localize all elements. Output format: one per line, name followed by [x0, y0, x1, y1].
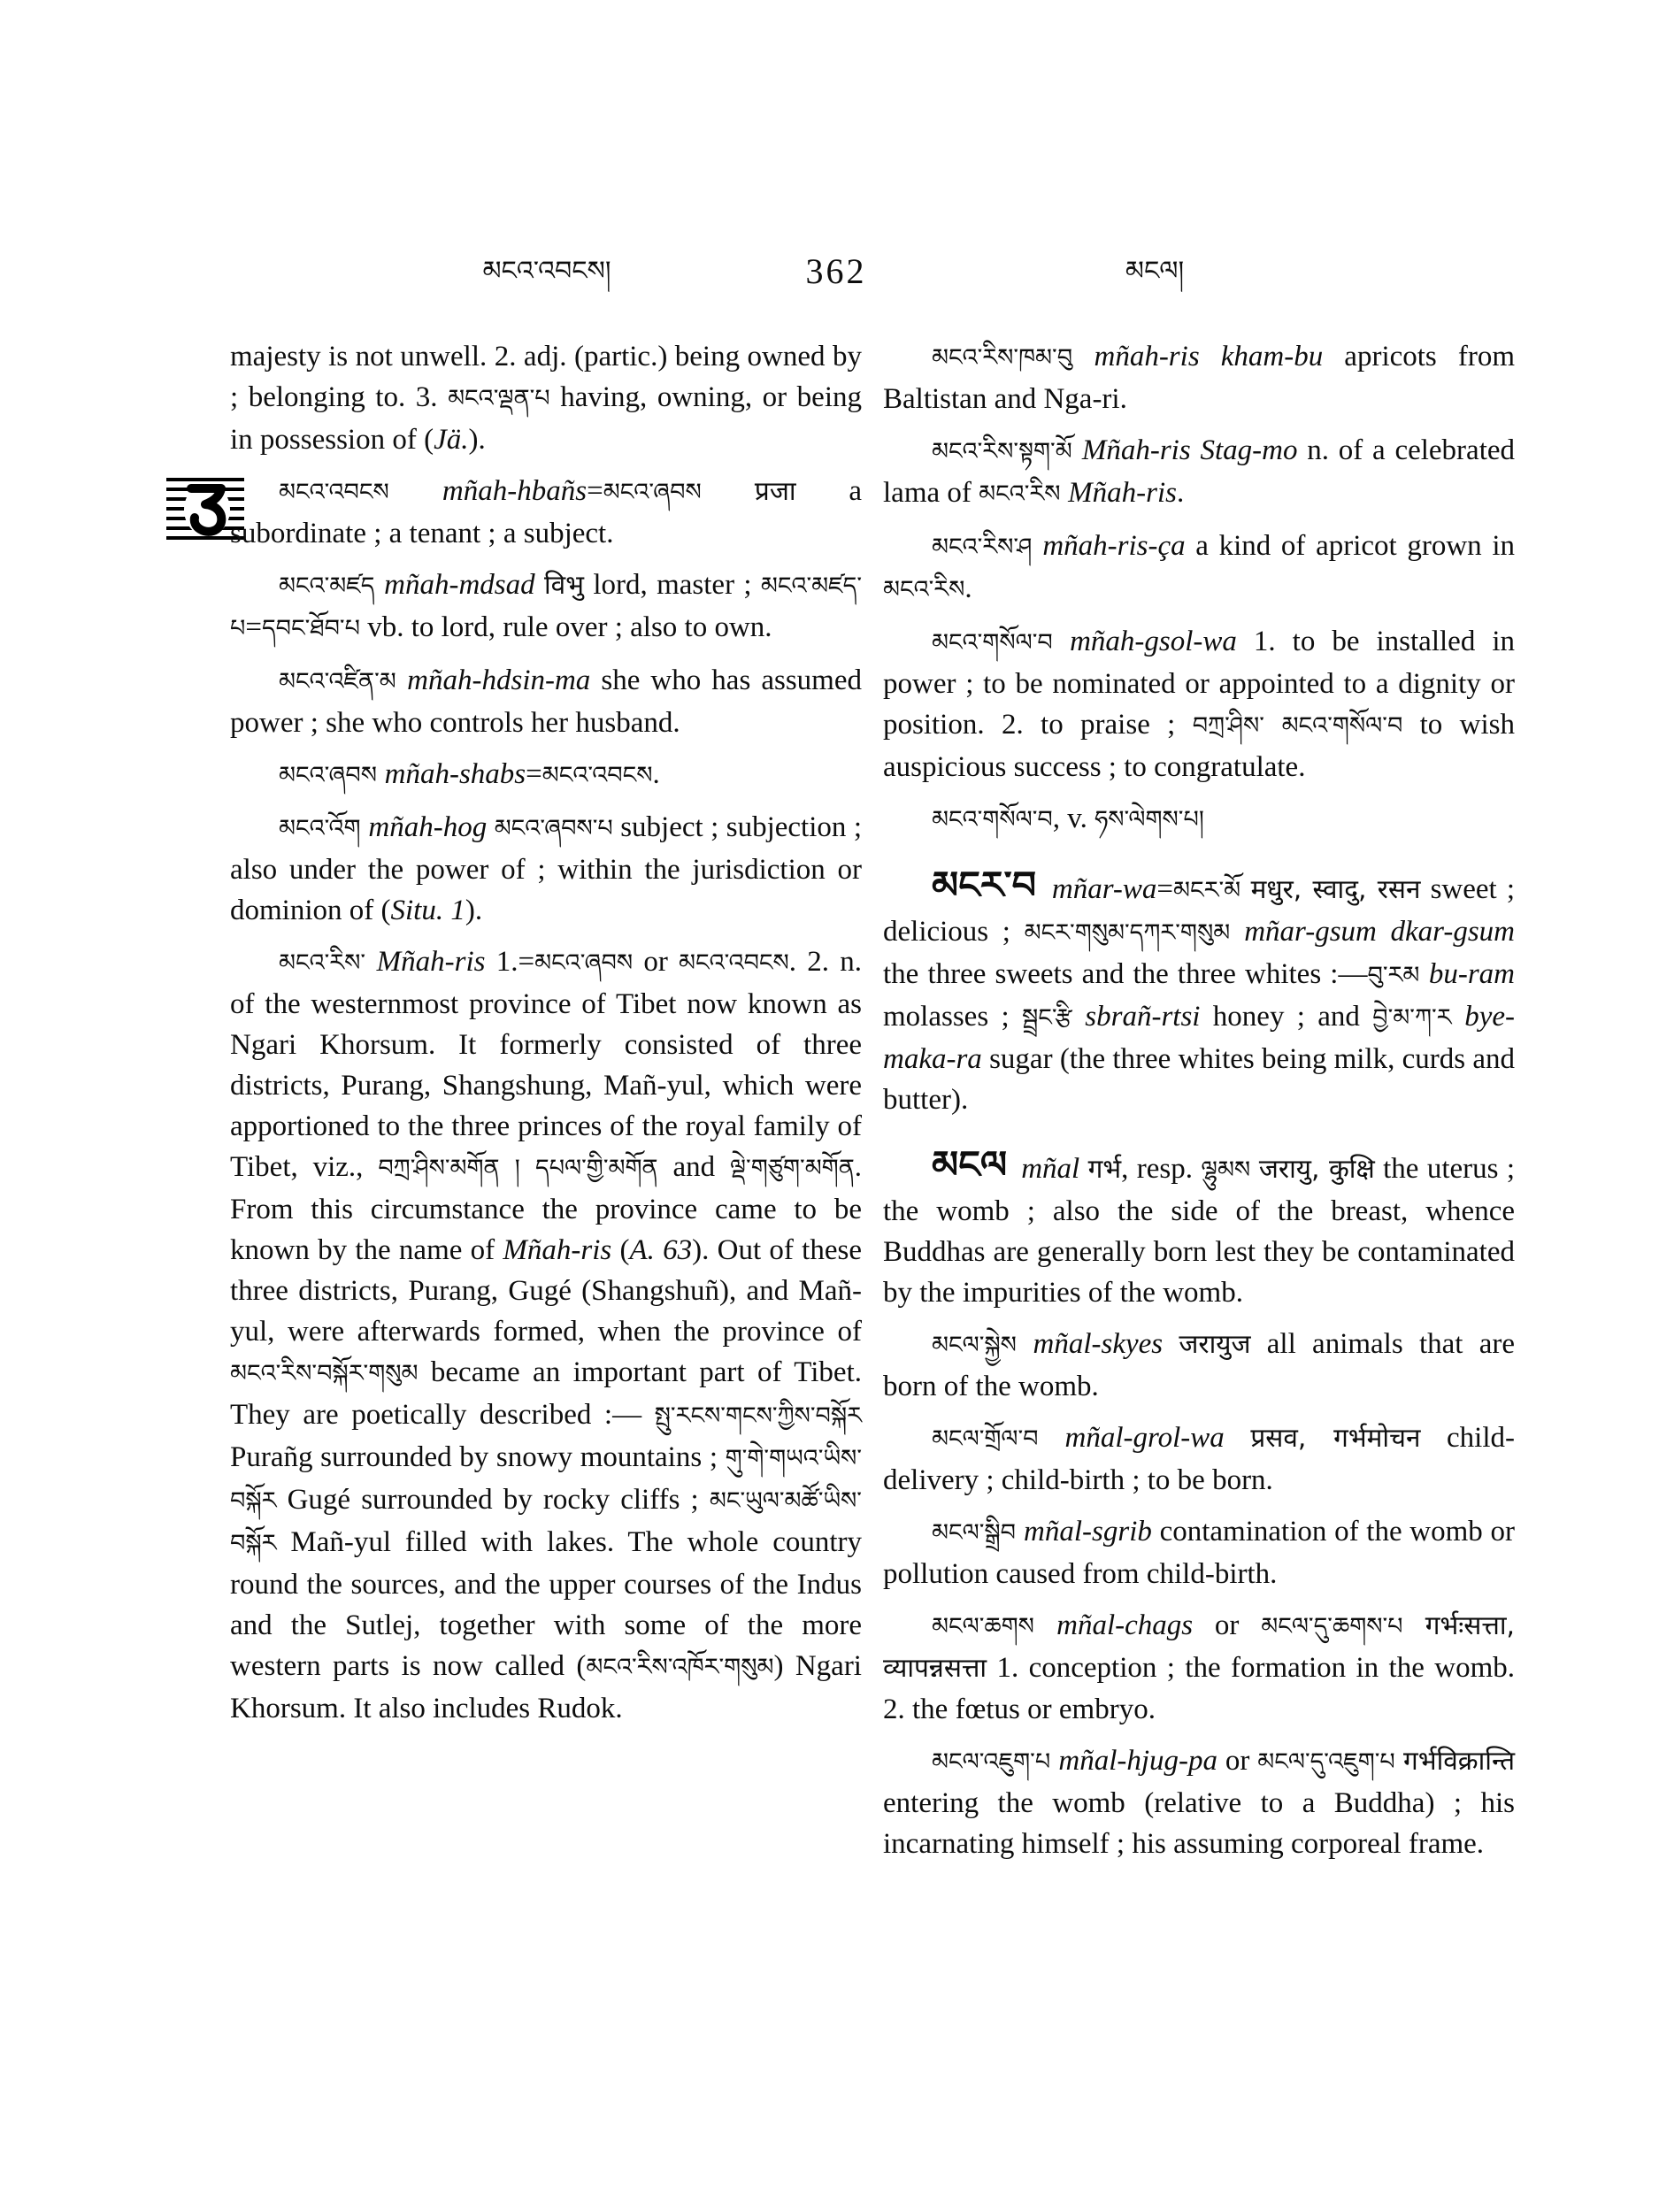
- english-text: .: [652, 758, 660, 790]
- tibetan-text: མངལ་དུ་ཆགས་པ: [1261, 1613, 1425, 1640]
- entry-paragraph: [230, 471, 862, 554]
- english-text: n. of a celebrated lama of: [883, 434, 1516, 509]
- english-text: apricots from Baltistan and Nga-ri.: [883, 341, 1515, 415]
- tibetan-text: མངའ་འབངས: [679, 949, 789, 977]
- transliteration: mñah-shabs: [384, 758, 526, 790]
- tibetan-text: ལྡེ་གཙུག་མགོན: [730, 1155, 855, 1182]
- entry-paragraph: [883, 1605, 1515, 1730]
- entry-paragraph: [883, 1145, 1515, 1313]
- entry-paragraph: [883, 798, 1515, 841]
- english-text: or: [1217, 1745, 1258, 1777]
- sanskrit-text: मधुर, स्वादु, रसन: [1250, 874, 1421, 905]
- tibetan-text: བཀྲ་ཤིས་ མངའ་གསོལ་བ: [1192, 712, 1403, 740]
- transliteration: mñar-wa: [1051, 873, 1157, 905]
- entry-paragraph: [883, 430, 1515, 515]
- transliteration: mñal-skyes: [1033, 1328, 1164, 1360]
- transliteration: Mñah-ris: [503, 1234, 612, 1266]
- english-text: majesty is not unwell. 2. adj. (partic.) being owned by ; belonging to. 3.: [230, 341, 862, 413]
- entry-paragraph: [883, 865, 1515, 1120]
- english-text: all animals that are born of the womb.: [883, 1328, 1515, 1402]
- english-text: =: [1156, 873, 1174, 905]
- tibetan-text: མངའ་གསོལ་བ: [932, 806, 1053, 833]
- english-text: [1079, 1153, 1087, 1185]
- english-text: Purañg surrounded by snowy mountains ;: [230, 1441, 726, 1473]
- tibetan-text: མངའ་ཞབས་པ: [494, 815, 613, 842]
- english-text: subject ; subjection ; also under the power of ; within the jurisdiction or dominion of (: [230, 811, 863, 926]
- tibetan-text: མངའ་རིས་: [279, 949, 377, 977]
- entry-paragraph: [230, 565, 862, 649]
- transliteration: mñal-hjug-pa: [1058, 1745, 1218, 1777]
- english-text: sugar (the three whites being milk, curds and butter).: [883, 1043, 1515, 1116]
- right-column: [883, 336, 1515, 1875]
- english-text: a subordinate ; a tenant ; a subject.: [230, 475, 863, 549]
- tibetan-text: མངལ་དུ་འཇུག་པ: [1257, 1748, 1403, 1776]
- transliteration: A. 63: [629, 1234, 693, 1266]
- english-text: . From this circumstance the province came to be known by the name of: [230, 1151, 863, 1266]
- tibetan-text: མངལ་སྐྱེས: [932, 1332, 1033, 1359]
- tibetan-text: དབང་ཐོབ་པ: [261, 615, 360, 642]
- sanskrit-text: जरायुज: [1179, 1329, 1251, 1360]
- sanskrit-text: जरायु, कुक्षि: [1258, 1154, 1375, 1185]
- english-text: having, owning, or being in possession of (: [230, 381, 862, 456]
- tibetan-text: མངའ་ཞབས: [534, 949, 634, 977]
- tibetan-text: མངའ་གསོལ་བ: [932, 629, 1071, 657]
- transliteration: mñah-ris kham-bu: [1094, 341, 1324, 373]
- transliteration: Jä.: [434, 424, 469, 456]
- tibetan-text: མངའ་འབངས: [279, 479, 442, 506]
- transliteration: mñah-hbañs: [442, 475, 588, 507]
- english-text: , v.: [1052, 803, 1095, 834]
- running-head-right: མངལ།: [1125, 256, 1185, 287]
- english-text: Mañ-yul filled with lakes. The whole country round the sources, and the upper courses of the Indus and the Sutlej, together with some of the more western parts is now called (: [230, 1526, 862, 1682]
- tibetan-text: མངལ་འཇུག་པ: [932, 1748, 1059, 1776]
- entry-paragraph: [883, 621, 1515, 787]
- tibetan-text: བུ་རམ: [1367, 962, 1429, 989]
- english-text: honey ; and: [1200, 1001, 1373, 1033]
- transliteration: bye-maka-ra: [883, 1001, 1515, 1075]
- tibetan-text: བཀྲ་ཤིས་མགོན ། དཔལ་གྱི་མགོན: [378, 1155, 658, 1182]
- english-text: ). Out of these three districts, Purang, Gugé (Shangshuñ), and Mañ-yul, were afterwards formed, when the province of: [230, 1234, 862, 1348]
- english-text: 1.=: [485, 946, 535, 978]
- english-text: [1225, 1422, 1251, 1454]
- tibetan-headword: མངར་བ: [932, 864, 1052, 908]
- page-header: [0, 252, 1659, 305]
- tibetan-text: མངལ་སྒྲིབ: [932, 1519, 1025, 1547]
- tibetan-text: མངའ་རིས་བསྐོར་གསུམ: [230, 1360, 419, 1387]
- english-text: =: [526, 758, 542, 790]
- tibetan-text: སྦྲང་རྩི: [1022, 1004, 1086, 1032]
- entry-paragraph: [883, 1324, 1515, 1407]
- entry-paragraph: [883, 1417, 1515, 1501]
- left-column: [230, 336, 862, 1875]
- transliteration: Situ. 1: [390, 895, 465, 926]
- entry-paragraph: [230, 336, 862, 460]
- english-text: to wish auspicious success ; to congratulate.: [883, 709, 1515, 783]
- transliteration: mñal-sgrib: [1024, 1516, 1152, 1548]
- sanskrit-text: गर्भ: [1087, 1154, 1122, 1185]
- entry-paragraph: [230, 660, 862, 743]
- transliteration: mñal-grol-wa: [1064, 1422, 1225, 1454]
- transliteration: Mñah-ris: [376, 946, 486, 978]
- tibetan-text: མང་ཡུལ་མཚོ་ཡིས་བསྐོར: [230, 1487, 862, 1557]
- tibetan-text: མངར་མོ: [1173, 877, 1251, 904]
- english-text: [535, 569, 544, 601]
- entry-paragraph: [230, 754, 862, 796]
- tibetan-headword: མངལ: [932, 1143, 1022, 1187]
- tibetan-text: གུ་གེ་གཡའ་ཡིས་བསྐོར: [230, 1445, 862, 1515]
- sanskrit-text: गर्भविक्रान्ति: [1402, 1746, 1516, 1777]
- english-text: . 2. n. of the westernmost province of Tibet now known as Ngari Khorsum. It formerly consisted of three districts, Purang, Shangshung, Mañ-yul, which were apportioned to the three princes of the royal family of Tibet, viz.,: [230, 946, 862, 1183]
- sanskrit-text: प्रसव, गर्भमोचन: [1250, 1423, 1421, 1454]
- english-text: contamination of the womb or pollution caused from child-birth.: [883, 1516, 1516, 1590]
- english-text: lord, master ;: [584, 569, 761, 601]
- transliteration: mñah-hog: [368, 811, 488, 843]
- tibetan-text: མངའ་ཞབས: [603, 479, 755, 506]
- sanskrit-text: प्रजा: [754, 476, 796, 507]
- transliteration: bu-ram: [1428, 958, 1515, 990]
- tibetan-text: མངའ་རིས་ཁམ་བུ: [932, 344, 1094, 372]
- english-text: or: [633, 946, 680, 978]
- english-text: ).: [465, 895, 483, 926]
- english-text: sweet ; delicious ;: [883, 873, 1515, 948]
- english-text: child-delivery ; child-birth ; to be born.: [883, 1422, 1515, 1496]
- english-text: molasses ;: [883, 1001, 1022, 1033]
- tibetan-text: མངའ་རིས་འཁོར་གསུམ: [586, 1654, 774, 1681]
- english-text: , resp.: [1121, 1153, 1202, 1185]
- english-text: =: [587, 475, 603, 507]
- page-number: 362: [805, 251, 867, 291]
- sanskrit-text: गर्भःसत्ता, व्यापन्नसत्ता: [883, 1610, 1515, 1684]
- tibetan-text: མངའ་ལྡན་པ: [448, 385, 550, 412]
- tibetan-text: མངའ་མཛད་པ: [230, 572, 863, 642]
- tibetan-text: ཧས་ལེགས་པ།: [1094, 806, 1204, 833]
- english-text: the three sweets and the three whites :—: [883, 958, 1368, 990]
- english-text: ).: [468, 424, 486, 456]
- transliteration: mñah-mdsad: [384, 569, 535, 601]
- english-text: Gugé surrounded by rocky cliffs ;: [276, 1484, 710, 1516]
- tibetan-text: མངའ་རིས: [883, 576, 965, 603]
- transliteration: Mñah-ris Stag-mo: [1081, 434, 1298, 466]
- tibetan-text: ལྷུམས: [1201, 1156, 1259, 1184]
- tibetan-text: མངའ་ཞབས: [279, 762, 385, 789]
- tibetan-text: མངའ་རིས་སྟག་མོ: [932, 438, 1082, 465]
- entry-paragraph: [883, 1740, 1515, 1864]
- tibetan-text: མངའ་རིས་ཤ: [932, 534, 1043, 561]
- tibetan-text: མངའ་འཛིན་མ: [279, 668, 408, 695]
- english-text: 1. conception ; the formation in the womb. 2. the fœtus or embryo.: [883, 1652, 1515, 1725]
- tibetan-text: བྱེ་མ་ཀ་ར: [1372, 1004, 1465, 1032]
- tibetan-text: མངལ་ཆགས: [932, 1613, 1057, 1640]
- english-text: [1163, 1328, 1179, 1360]
- transliteration: mñal-chags: [1056, 1609, 1194, 1641]
- english-text: .: [1177, 477, 1185, 509]
- sanskrit-text: विभु: [543, 570, 585, 601]
- english-text: vb. to lord, rule over ; also to own.: [359, 611, 772, 643]
- transliteration: mñar-gsum dkar-gsum: [1244, 916, 1515, 948]
- tibetan-text: མངར་གསུམ་དཀར་གསུམ: [1024, 919, 1245, 947]
- english-text: .: [964, 572, 972, 604]
- english-text: entering the womb (relative to a Buddha) ; his incarnating himself ; his assuming corporeal frame.: [883, 1787, 1515, 1860]
- transliteration: mñah-hdsin-ma: [407, 664, 591, 696]
- tibetan-text: མངལ་གྲོལ་བ: [932, 1425, 1065, 1453]
- entry-paragraph: [883, 1511, 1515, 1594]
- english-text: a kind of apricot grown in: [1185, 530, 1515, 562]
- running-head-left: མངའ་འབངས།: [482, 256, 611, 287]
- english-text: she who has assumed power ; she who controls her husband.: [230, 664, 862, 739]
- tibetan-text: མངའ་འབངས: [541, 762, 653, 789]
- transliteration: sbrañ-rtsi: [1085, 1001, 1201, 1033]
- tibetan-text: སྤུ་རངས་གངས་ཀྱིས་བསྐོར: [654, 1402, 862, 1430]
- english-text: and: [657, 1151, 731, 1183]
- entry-paragraph: [230, 941, 862, 1729]
- transliteration: mñah-ris-ça: [1042, 530, 1186, 562]
- transliteration: mñal: [1021, 1153, 1080, 1185]
- english-text: 1. to be installed in power ; to be nominated or appointed to a dignity or position. 2. to praise ;: [883, 626, 1515, 741]
- tibetan-text: མངའ་འོག: [279, 815, 369, 842]
- entry-paragraph: [883, 336, 1515, 419]
- english-text: ) Ngari Khorsum. It also includes Rudok.: [230, 1650, 862, 1724]
- text-columns: [230, 336, 1515, 1875]
- transliteration: Mñah-ris: [1068, 477, 1177, 509]
- english-text: (: [611, 1234, 630, 1266]
- entry-paragraph: [883, 526, 1515, 611]
- english-text: the uterus ; the womb ; also the side of the breast, whence Buddhas are generally born lest they be contaminated by the impurities of the womb.: [883, 1153, 1516, 1309]
- transliteration: mñah-gsol-wa: [1070, 626, 1237, 657]
- english-text: =: [245, 611, 262, 643]
- english-text: [487, 811, 494, 843]
- english-text: became an important part of Tibet. They are poetically described :—: [230, 1356, 862, 1431]
- english-text: or: [1193, 1609, 1262, 1641]
- tibetan-text: མངའ་མཛད: [279, 572, 385, 600]
- entry-paragraph: [230, 807, 862, 931]
- tibetan-text: མངའ་རིས: [979, 480, 1069, 508]
